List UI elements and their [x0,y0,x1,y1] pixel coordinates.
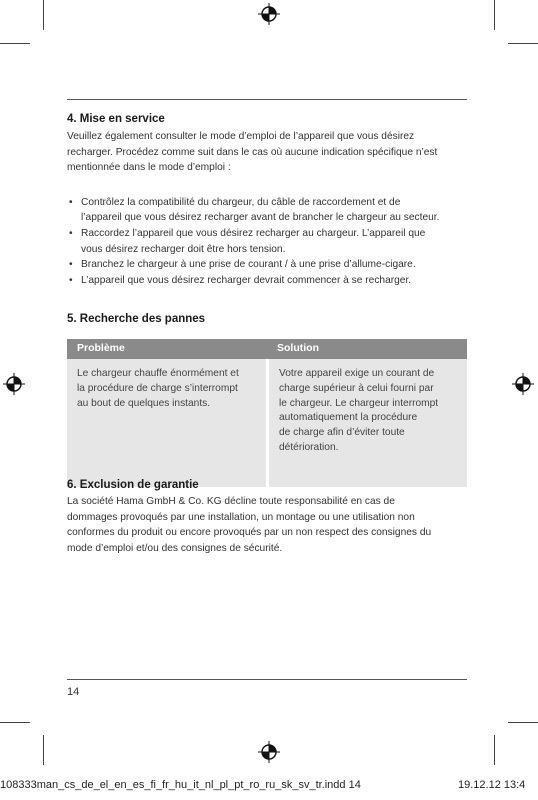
text-line: charge supérieur à celui fourni par [279,382,434,394]
crop-mark-bottom-left-vertical [43,735,44,765]
text-line: mentionnée dans le mode d’emploi : [67,162,231,174]
steps-list [67,195,477,289]
crop-mark-top-right-horizontal [508,43,538,44]
crop-mark-top-left-horizontal [0,43,30,44]
bottom-rule [67,679,467,680]
section-heading: 6. Exclusion de garantie [67,479,199,491]
problem-cell [67,359,266,487]
registration-mark-left-icon [3,373,25,395]
text-line: Raccordez l’appareil que vous désirez recharger au chargeur. L’appareil que [81,227,426,239]
top-rule [67,99,467,100]
page-number: 14 [67,686,80,698]
crop-mark-top-left-vertical [43,0,44,30]
print-timestamp: 19.12.12 13:4 [458,779,526,791]
section-heading: 4. Mise en service [67,113,165,125]
text-line: l’appareil que vous désirez recharger avant de brancher le chargeur au secteur. [81,212,440,224]
section-heading-troubleshooting: 5. Recherche des pannes [67,313,206,325]
text-line: Branchez le chargeur à une prise de courant / à une prise d’allume-cigare. [81,259,416,271]
registration-mark-right-icon [512,373,534,395]
text-line: Votre appareil exige un courant de [279,368,435,379]
text-line: Veuillez également consulter le mode d’emploi de l’appareil que vous désirez [67,131,415,142]
crop-mark-bottom-left-horizontal [0,722,30,723]
list-item [67,226,477,257]
text-line: automatiquement la procédure [279,412,418,424]
list-item [67,195,477,226]
text-line: le chargeur. Le chargeur interrompt [279,397,439,409]
crop-mark-bottom-right-horizontal [508,722,538,723]
print-filename: 108333man_cs_de_el_en_es_fi_fr_hu_it_nl_pl_pt_ro_ru_sk_sv_tr.indd 14 [0,779,361,791]
text-line: la procédure de charge s’interrompt [77,382,238,394]
text-line: recharger. Procédez comme suit dans le cas où aucune indication spécifique n’est [67,146,438,158]
text-line: Contrôlez la compatibilité du chargeur, du câble de raccordement et de [81,196,401,208]
section-exclusion-garantie [67,479,477,556]
registration-mark-bottom-icon [258,741,280,763]
list-item [67,273,477,289]
table-header [67,339,467,359]
warranty-paragraph [67,494,477,556]
table-row [67,359,467,487]
list-item [67,257,477,273]
header-problem: Problème [77,342,125,354]
troubleshooting-table [67,339,467,487]
section-mise-en-service [67,113,477,288]
text-line: mode d’emploi et/ou des consignes de sécurité. [67,542,283,554]
text-line: détérioration. [279,441,339,453]
registration-mark-top-icon [258,3,280,25]
text-line: de charge afin d’éviter toute [279,427,405,439]
text-line: L’appareil que vous désirez recharger devrait commencer à se recharger. [81,274,412,286]
text-line: Le chargeur chauffe énormément et [77,368,239,379]
text-line: au bout de quelques instants. [77,397,211,409]
text-line: La société Hama GmbH & Co. KG décline toute responsabilité en cas de [67,496,395,507]
text-line: vous désirez recharger doit être hors tension. [81,243,286,255]
crop-mark-top-right-vertical [494,0,495,30]
header-solution: Solution [277,342,319,354]
solution-cell [269,359,467,487]
intro-paragraph [67,129,477,176]
text-line: dommages provoqués par une installation, un montage ou une utilisation non [67,511,415,523]
text-line: conformes du produit ou encore provoqués par un non respect des consignes du [67,527,432,539]
crop-mark-bottom-right-vertical [494,735,495,765]
